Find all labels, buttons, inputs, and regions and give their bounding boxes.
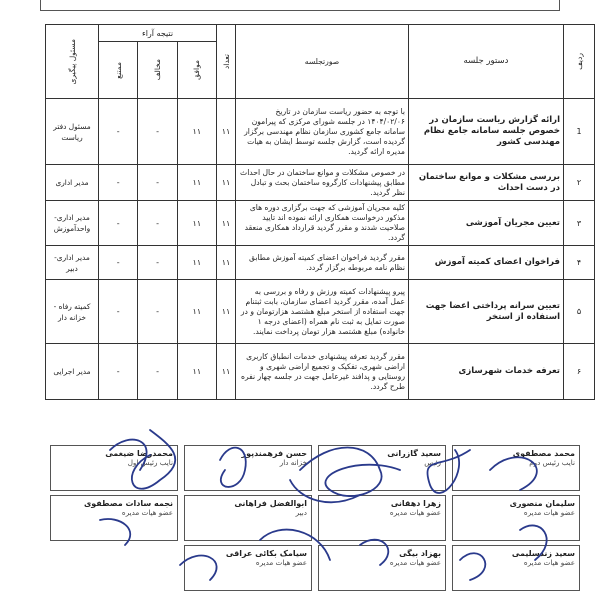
row-responsible: مدیر اداری-واحدآموزش	[46, 201, 99, 246]
signatory-name: حسن فرهمندپور	[241, 449, 307, 458]
signatory-box	[452, 445, 580, 491]
row-topic: فراخوان اعضای کمیته آموزش	[409, 246, 564, 280]
row-agree: ۱۱	[177, 280, 216, 344]
document-header-strip	[40, 0, 560, 11]
col-header-vote-result: نتیجه آراء	[99, 25, 217, 42]
table-row	[46, 165, 595, 201]
row-agree: ۱۱	[177, 99, 216, 165]
signatory-role: دبیر	[295, 508, 307, 517]
signatory-name: سعید زندسلیمی	[511, 549, 575, 558]
row-oppose: -	[138, 99, 177, 165]
row-oppose: -	[138, 344, 177, 400]
col-header-oppose: مخالف	[138, 42, 177, 99]
row-number: ۴	[564, 246, 595, 280]
row-topic: تعیین سرانه پرداختی اعضا جهت استفاده از استخر	[409, 280, 564, 344]
table-row	[46, 280, 595, 344]
row-number: ۵	[564, 280, 595, 344]
signatory-role: رئیس	[424, 458, 441, 467]
row-responsible: مدیر اجرایی	[46, 344, 99, 400]
table-row	[46, 99, 595, 165]
col-header-abstain: ممتنع	[99, 42, 138, 99]
row-minutes: کلیه مجریان آموزشی که جهت برگزاری دوره های مذکور درخواست همکاری ارائه نموده اند تایید صلاحیت شدند و مقرر گردید قرارداد همکاری منعقد گردد.	[236, 201, 409, 246]
signatory-box	[318, 495, 446, 541]
signatory-box	[452, 545, 580, 591]
signatory-role: عضو هیات مدیره	[389, 558, 441, 567]
row-agree: ۱۱	[177, 344, 216, 400]
col-header-responsible: مسئول پیگیری	[46, 25, 99, 99]
signatory-role: عضو هیات مدیره	[523, 508, 575, 517]
row-topic: تعرفه خدمات شهرسازی	[409, 344, 564, 400]
minutes-table	[45, 24, 595, 400]
signatory-name: نجمه سادات مصطفوی	[83, 499, 173, 508]
col-header-topic: دستور جلسه	[409, 25, 564, 99]
row-number: ۲	[564, 165, 595, 201]
signatory-name: بهزاد بیگی	[399, 549, 441, 558]
row-count: ۱۱	[217, 201, 236, 246]
signatory-role: عضو هیات مدیره	[121, 508, 173, 517]
row-abstain: -	[99, 99, 138, 165]
signatory-box	[50, 445, 178, 491]
signatory-name: محمدرضا ضیغمی	[105, 449, 173, 458]
row-minutes: در خصوص مشکلات و موانع ساختمان در حال احداث مطابق پیشنهادات کارگروه ساختمان بحث و تبادل نظر گردید.	[236, 165, 409, 201]
row-abstain: -	[99, 165, 138, 201]
row-oppose: -	[138, 246, 177, 280]
col-header-count: تعداد	[217, 25, 236, 99]
signatory-role: نایب رئیس اول	[127, 458, 173, 467]
signatory-role: عضو هیات مدیره	[389, 508, 441, 517]
signatory-name: سلیمان منصوری	[509, 499, 575, 508]
table-row	[46, 246, 595, 280]
signatory-box	[318, 545, 446, 591]
signatory-name: سیامک بکائی عراقی	[225, 549, 307, 558]
row-count: ۱۱	[217, 99, 236, 165]
row-number: ۶	[564, 344, 595, 400]
row-count: ۱۱	[217, 165, 236, 201]
row-count: ۱۱	[217, 280, 236, 344]
row-number: ۳	[564, 201, 595, 246]
col-header-row: ردیف	[564, 25, 595, 99]
row-oppose: -	[138, 280, 177, 344]
table-header-row	[46, 25, 595, 42]
row-responsible: کمیته رفاه - خزانه دار	[46, 280, 99, 344]
row-agree: ۱۱	[177, 165, 216, 201]
signatory-box	[184, 495, 312, 541]
signatory-role: نایب رئیس دوم	[529, 458, 575, 467]
row-count: ۱۱	[217, 344, 236, 400]
row-responsible: مدیر اداری- دبیر	[46, 246, 99, 280]
minutes-table-body	[46, 99, 595, 400]
row-minutes: مقرر گردید فراخوان اعضای کمیته آموزش مطابق نظام نامه مربوطه برگزار گردد.	[236, 246, 409, 280]
signatory-box	[318, 445, 446, 491]
signatory-box	[184, 445, 312, 491]
row-responsible: مسئول دفتر ریاست	[46, 99, 99, 165]
table-row	[46, 344, 595, 400]
signatory-name: محمد مصطفوی	[512, 449, 575, 458]
row-oppose: -	[138, 165, 177, 201]
signatory-box	[452, 495, 580, 541]
signatory-role: عضو هیات مدیره	[255, 558, 307, 567]
col-header-agree: موافق	[177, 42, 216, 99]
row-topic: بررسی مشکلات و موانع ساختمان در دست احداث	[409, 165, 564, 201]
signatory-name: ابوالفضل فراهانی	[234, 499, 307, 508]
signatory-role: عضو هیات مدیره	[523, 558, 575, 567]
row-number: 1	[564, 99, 595, 165]
row-abstain: -	[99, 280, 138, 344]
row-topic: تعیین مجریان آموزشی	[409, 201, 564, 246]
signatory-role: خزانه دار	[279, 458, 307, 467]
row-agree: ۱۱	[177, 201, 216, 246]
row-count: ۱۱	[217, 246, 236, 280]
row-topic: ارائه گزارش ریاست سازمان در خصوص جلسه سامانه جامع نظام مهندسی کشور	[409, 99, 564, 165]
signatory-name: سعید گازرانی	[387, 449, 441, 458]
row-minutes: پیرو پیشنهادات کمیته ورزش و رفاه و بررسی به عمل آمده، مقرر گردید اعضای سازمان، بابت ثبتنام جهت استفاده از استخر مبلغ هشتصد هزارتومان و در صورت تمایل به ثبت نام همراه (اعضای درجه ۱ خانواده) مبلغ هشتصد هزار تومان پرداخت نمایند.	[236, 280, 409, 344]
row-abstain: -	[99, 246, 138, 280]
row-abstain: -	[99, 344, 138, 400]
row-minutes: مقرر گردید تعرفه پیشنهادی خدمات انطباق کاربری اراضی شهری، تفکیک و تجمیع اراضی شهری و روستایی و پدافند غیرعامل جهت در جلسه چهار نفره طرح گردد.	[236, 344, 409, 400]
col-header-minutes: صورتجلسه	[236, 25, 409, 99]
row-agree: ۱۱	[177, 246, 216, 280]
signatory-name: زهرا دهقانی	[390, 499, 441, 508]
row-abstain: -	[99, 201, 138, 246]
table-row	[46, 201, 595, 246]
signatures-area	[45, 440, 580, 590]
signatory-box	[50, 495, 178, 541]
row-minutes: با توجه به حضور ریاست سازمان در تاریخ ۱۴۰۴/۰۲/۰۶ در جلسه شورای مرکزی که پیرامون سامانه جامع کشوری سازمان نظام مهندسی برگزار گردیده است، گزارش جلسه توسط ایشان به هیات مدیره ارائه گردید.	[236, 99, 409, 165]
row-responsible: مدیر اداری	[46, 165, 99, 201]
row-oppose: -	[138, 201, 177, 246]
signatory-box	[184, 545, 312, 591]
